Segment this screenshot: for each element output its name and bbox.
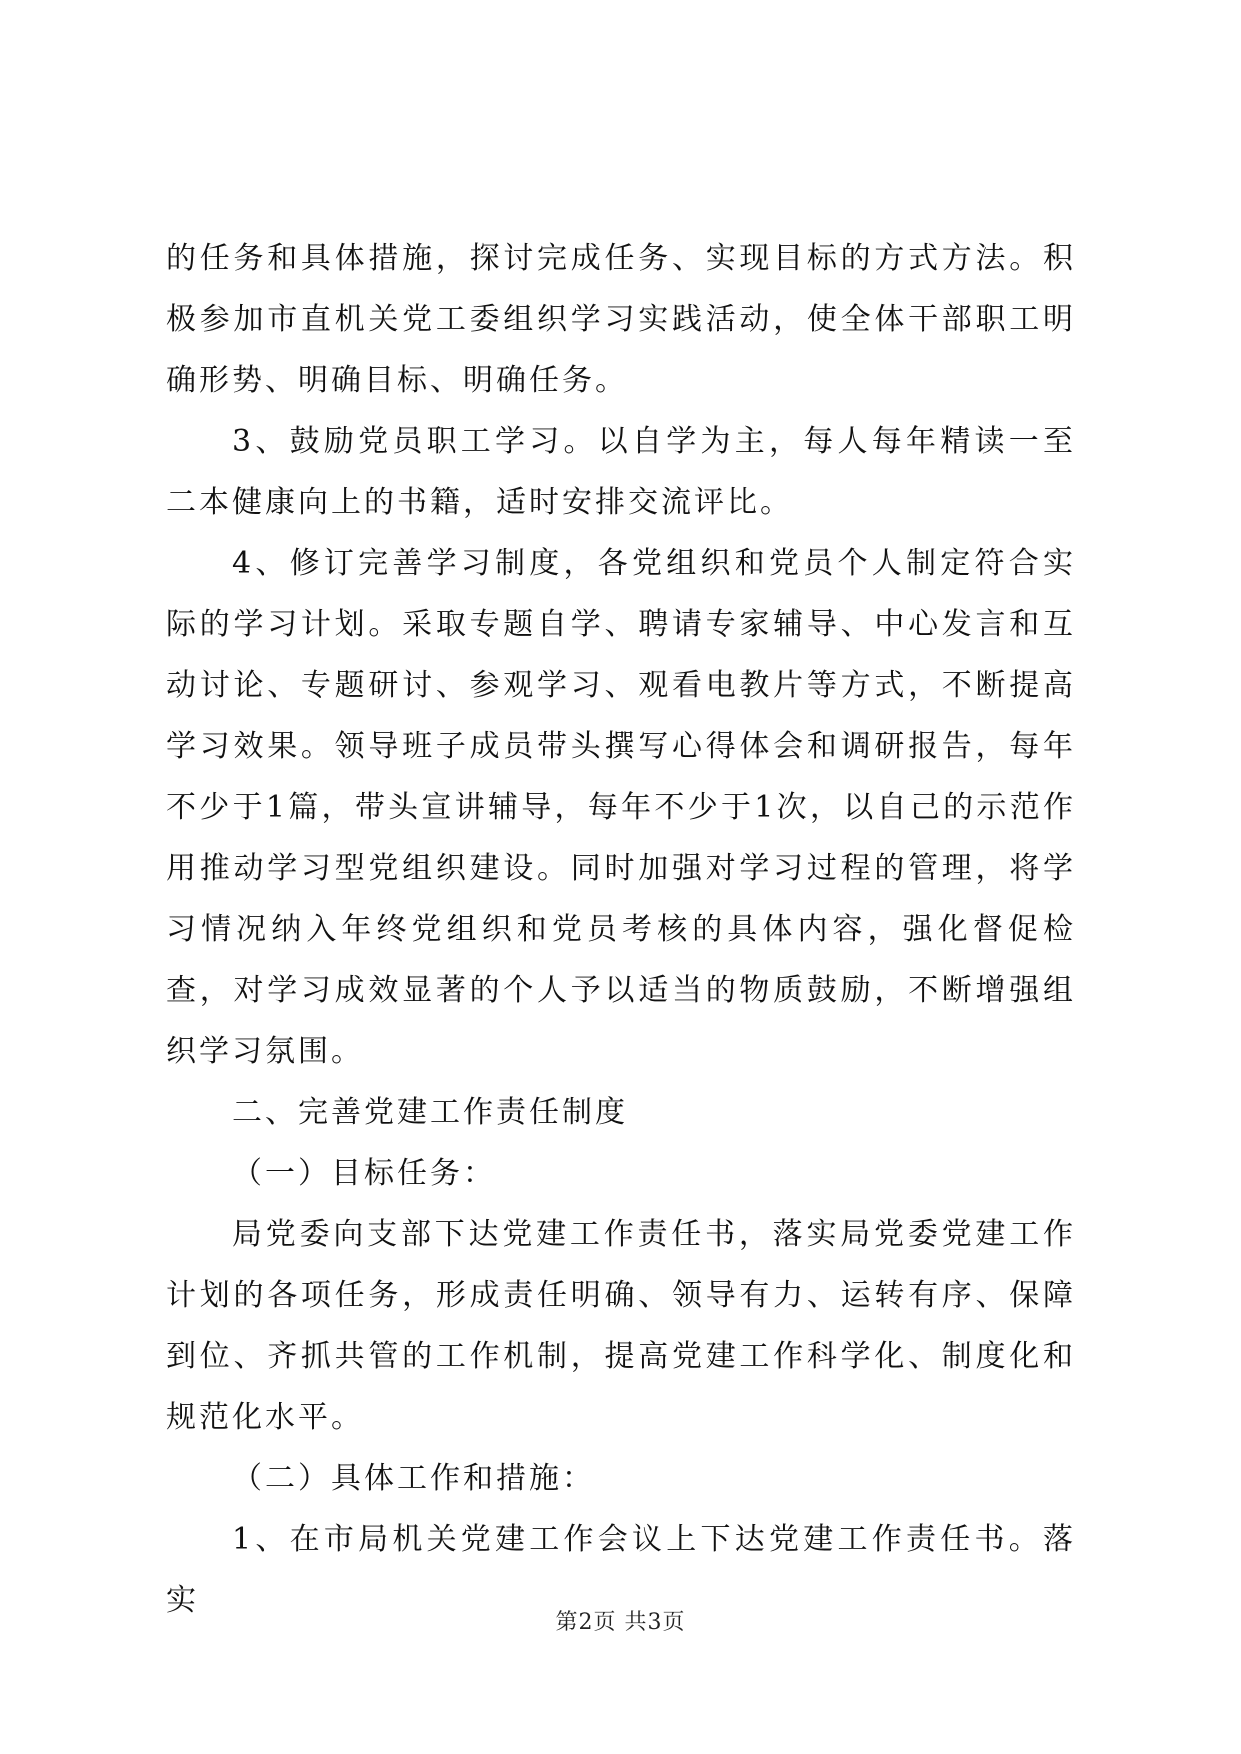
document-body [166,228,1076,1631]
paragraph-item-4: 4、修订完善学习制度，各党组织和党员个人制定符合实际的学习计划。采取专题自学、聘请专家辅导、中心发言和互动讨论、专题研讨、参观学习、观看电教片等方式，不断提高学习效果。领导班子成员带头撰写心得体会和调研报告，每年不少于1篇，带头宣讲辅导，每年不少于1次，以自己的示范作用推动学习型党组织建设。同时加强对学习过程的管理，将学习情况纳入年终党组织和党员考核的具体内容，强化督促检查，对学习成效显著的个人予以适当的物质鼓励，不断增强组织学习氛围。 [166,546,1076,1069]
section-heading: 二、完善党建工作责任制度 [232,1095,628,1130]
paragraph-item-3: 3、鼓励党员职工学习。以自学为主，每人每年精读一至二本健康向上的书籍，适时安排交流评比。 [166,424,1076,520]
page-number-footer: 第2页 共3页 [555,1610,686,1635]
subsection-heading-measures: （二）具体工作和措施： [232,1461,595,1496]
paragraph-item-1: 1、在市局机关党建工作会议上下达党建工作责任书。落实 [166,1522,1076,1618]
subsection-heading-goals: （一）目标任务： [232,1156,496,1191]
paragraph-continuation: 的任务和具体措施，探讨完成任务、实现目标的方式方法。积极参加市直机关党工委组织学习实践活动，使全体干部职工明确形势、明确目标、明确任务。 [166,241,1076,398]
paragraph-goals: 局党委向支部下达党建工作责任书，落实局党委党建工作计划的各项任务，形成责任明确、领导有力、运转有序、保障到位、齐抓共管的工作机制，提高党建工作科学化、制度化和规范化水平。 [166,1217,1076,1435]
